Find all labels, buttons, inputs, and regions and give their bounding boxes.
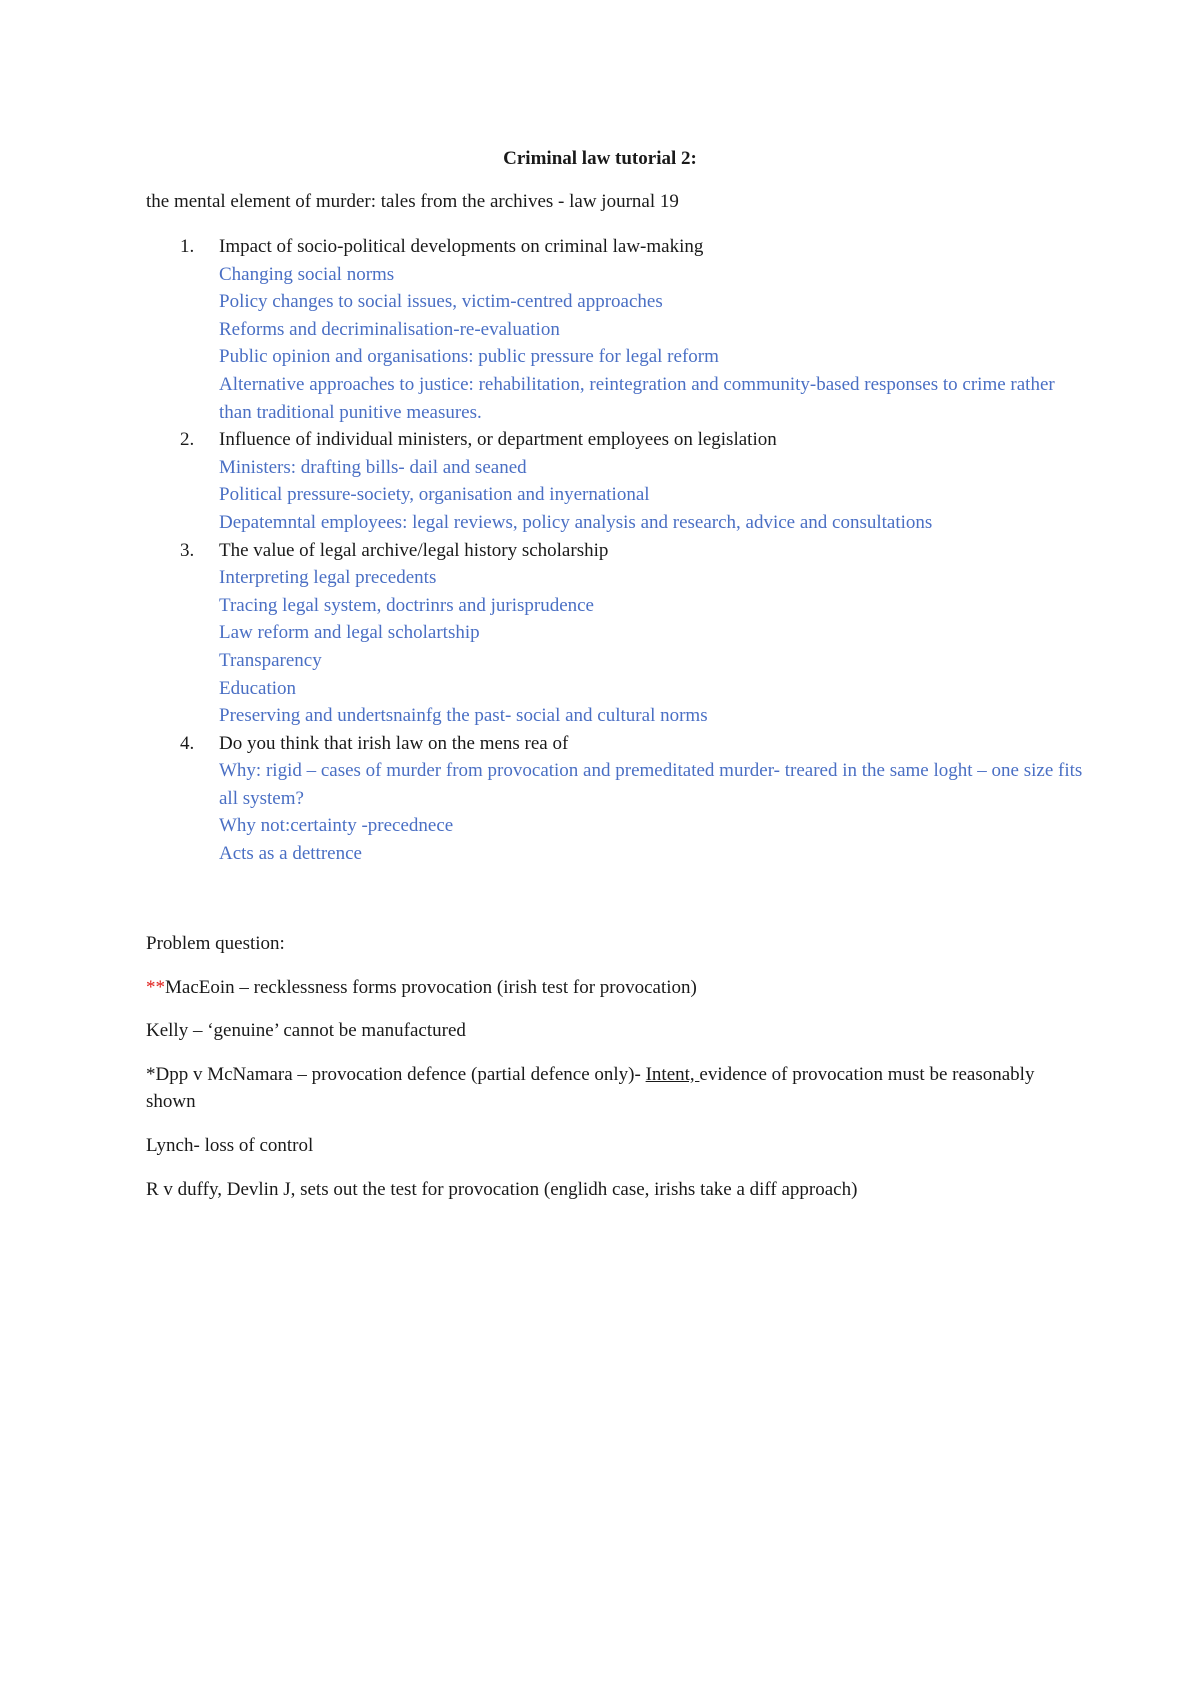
problem-section [146,930,1066,1219]
question-item-4 [146,730,1086,868]
answer-line: Transparency [219,649,322,671]
case-mcnamara-text: *Dpp v McNamara – provocation defence (partial defence only)- [146,1063,646,1085]
question-text: Do you think that irish law on the mens rea of [219,732,569,754]
answer-line: Depatemntal employees: legal reviews, policy analysis and research, advice and consultations [219,511,933,533]
answer-line: Tracing legal system, doctrinrs and jurisprudence [219,594,594,616]
answer-line: Policy changes to social issues, victim-centred approaches [219,291,663,313]
answer-line: Changing social norms [219,263,395,285]
answer-line: Public opinion and organisations: public pressure for legal reform [219,346,719,368]
answer-line: Why: rigid – cases of murder from provocation and premeditated murder- treared in the same loght – one size fits all system? [219,760,1083,809]
answer-line: Education [219,677,297,699]
priority-marker: ** [146,976,165,998]
answer-line: Acts as a dettrence [219,843,362,865]
case-mcnamara-continuation: evidence of provocation must be reasonably shown [146,1063,1035,1113]
answer-line: Political pressure-society, organisation and inyernational [219,484,650,506]
answer-line: Preserving and undertsnainfg the past- social and cultural norms [219,705,708,727]
question-text: The value of legal archive/legal history scholarship [219,539,609,561]
question-item-1 [146,233,1086,426]
case-maceoin-text: MacEoin – recklessness forms provocation (irish test for provocation) [165,976,697,998]
question-item-2 [146,426,1086,536]
question-number: 2. [180,429,195,451]
underlined-term: Intent, [645,1063,700,1085]
question-text: Impact of socio-political developments on criminal law-making [219,236,704,257]
question-list [146,233,1086,868]
answer-line: Interpreting legal precedents [219,567,437,589]
case-duffy: R v duffy, Devlin J, sets out the test for provocation (englidh case, irishs take a diff approach) [146,1178,858,1200]
question-text: Influence of individual ministers, or department employees on legislation [219,429,777,451]
problem-heading: Problem question: [146,933,285,954]
question-number: 1. [180,236,195,257]
answer-line: Reforms and decriminalisation-re-evaluation [219,318,560,340]
answer-line: Alternative approaches to justice: rehabilitation, reintegration and community-based responses to crime rather than traditional punitive measures. [219,373,1055,423]
case-kelly: Kelly – ‘genuine’ cannot be manufactured [146,1020,466,1042]
question-number: 3. [180,539,195,561]
case-lynch: Lynch- loss of control [146,1134,314,1156]
document-title: Criminal law tutorial 2: [503,148,697,169]
question-number: 4. [180,732,195,754]
document-subtitle: the mental element of murder: tales from the archives - law journal 19 [146,191,679,212]
case-maceoin [146,974,1066,1002]
answer-line: Law reform and legal scholartship [219,622,480,644]
answer-line: Why not:certainty -precednece [219,815,454,837]
case-mcnamara [146,1061,1066,1116]
answer-line: Ministers: drafting bills- dail and seaned [219,456,527,478]
question-item-3 [146,537,1086,730]
